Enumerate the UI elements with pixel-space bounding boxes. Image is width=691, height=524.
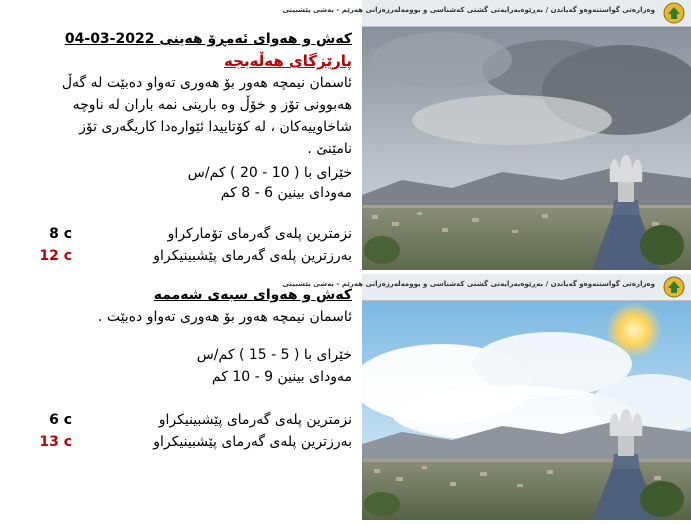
- banner-text-2: وەزارەتی گواستنەوەو گەیاندن / بەڕێوەبەرایەتی گشتی کەشناسی و بوومەلەرزەزانی هەرێم - بەشی پێشبینی: [282, 280, 655, 288]
- min-temp-row: [12, 224, 352, 244]
- tomorrow-max-temp-value: 13 c: [39, 434, 72, 450]
- today-forecast-panel: [0, 24, 360, 284]
- forecast-line-1: ئاسمان نیمچە هەور بۆ هەوری تەواو دەبێت لە گەڵ: [61, 75, 352, 91]
- tomorrow-max-temp-row: [12, 432, 352, 452]
- kurdistan-emblem-icon: [663, 2, 685, 24]
- halabja-monument-image-sunny: [362, 274, 691, 520]
- wind-speed-text: خێرای با ( 10 - 20 ) کم/س: [187, 165, 352, 181]
- tomorrow-min-temp-row: [12, 410, 352, 430]
- today-title: کەش و هەوای ئەمڕۆ هەینی 2022-03-04: [64, 31, 352, 47]
- forecast-line-3: شاخاوییەکان ، لە کۆتاییدا ئێوارەدا کاریگەری تۆز: [79, 119, 352, 135]
- tomorrow-visibility-text: مەودای بینین 9 - 10 کم: [211, 369, 352, 385]
- tomorrow-forecast-panel: [0, 284, 360, 520]
- tomorrow-forecast-line-1: ئاسمان نیمچە هەور بۆ هەوری تەواو دەبێت .: [97, 309, 352, 325]
- tomorrow-wind-speed-text: خێرای با ( 5 - 15 ) کم/س: [196, 347, 352, 363]
- max-temp-row: [12, 246, 352, 266]
- tomorrow-min-temp-label: نزمترین پلەی گەرمای پێشبینیکراو: [158, 412, 352, 428]
- header-banner-2: [282, 274, 691, 301]
- forecast-line-4: نامێنێ .: [307, 141, 352, 157]
- header-banner: [282, 0, 691, 27]
- max-temp-label: بەرزترین پلەی گەرمای پێشبینیکراو: [153, 248, 352, 264]
- min-temp-value: 8 c: [49, 226, 72, 242]
- region-title: پارێزگای هەڵەبجە: [224, 52, 352, 70]
- max-temp-value: 12 c: [39, 248, 72, 264]
- tomorrow-max-temp-label: بەرزترین پلەی گەرمای پێشبینیکراو: [153, 434, 352, 450]
- forecast-line-2: هەبوونی تۆز و خۆڵ وە بارینی نمە باران لە ناوچە: [72, 97, 352, 113]
- tomorrow-min-temp-value: 6 c: [49, 412, 72, 428]
- banner-text: وەزارەتی گواستنەوەو گەیاندن / بەڕێوەبەرایەتی گشتی کەشناسی و بوومەلەرزەزانی هەرێم - بەشی پێشبینی: [282, 6, 655, 14]
- min-temp-label: نزمترین پلەی گەرمای تۆمارکراو: [167, 226, 352, 242]
- halabja-monument-image: [362, 0, 691, 270]
- kurdistan-emblem-icon: [663, 276, 685, 298]
- visibility-text: مەودای بینین 6 - 8 کم: [220, 185, 352, 201]
- tomorrow-weather-image: [282, 274, 691, 520]
- tomorrow-title: کەش و هەوای سبەی شەممە: [153, 287, 352, 303]
